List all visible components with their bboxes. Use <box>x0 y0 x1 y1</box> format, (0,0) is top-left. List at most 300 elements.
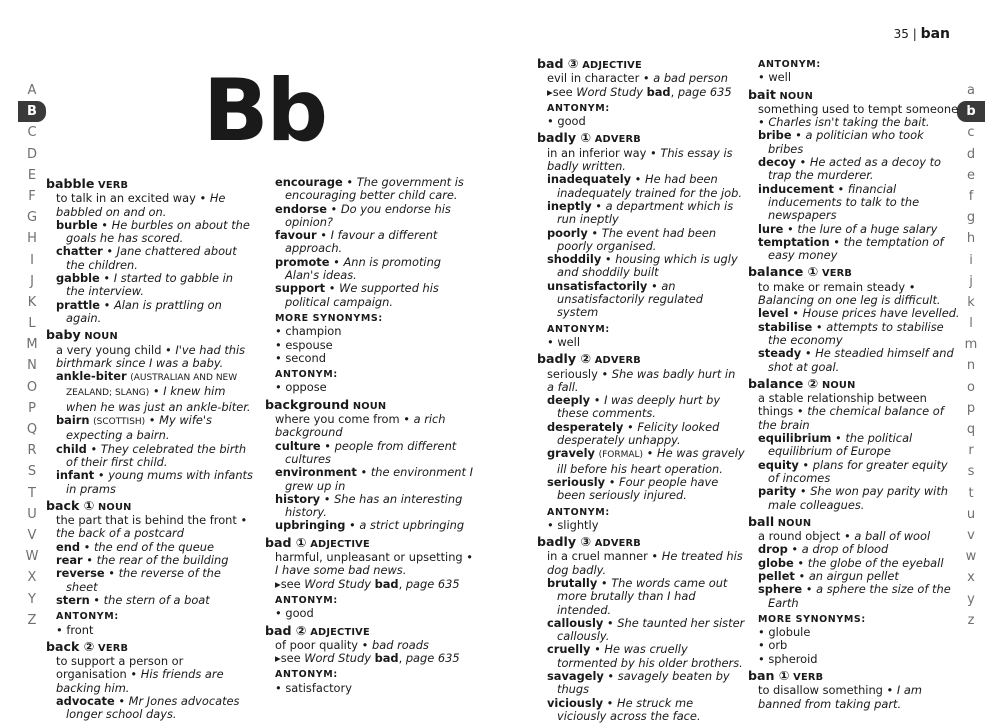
thumb-letter-v: v <box>967 527 975 543</box>
example: He had been inadequately trained for the job. <box>557 172 742 200</box>
synonym-word: inadequately <box>547 172 632 187</box>
synonym-word: desperately <box>547 419 624 434</box>
synonym: advocate • Mr Jones advocates longer school days. <box>56 693 240 722</box>
list-word: good <box>557 114 586 129</box>
example: She was badly hurt in a fall. <box>547 366 736 394</box>
word-study-label: Word Study <box>304 651 371 666</box>
dictionary-entry <box>46 498 254 637</box>
example: He was gravely ill before his heart operation. <box>557 446 745 476</box>
arrow-icon: ▸ <box>275 576 281 591</box>
synonym: equilibrium • the political equilibrium of Europe <box>758 431 913 459</box>
entry-header <box>265 535 473 551</box>
see-label: see <box>280 651 301 666</box>
list-word: second <box>285 350 326 365</box>
definition-text: the part that is behind the front <box>56 513 237 528</box>
list-item: • good <box>275 606 314 621</box>
word-study-label: Word Study <box>576 84 643 99</box>
synonym: support • We supported his political campaign. <box>275 281 439 309</box>
synonym-word: deeply <box>547 393 591 408</box>
synonym: bribe • a politician who took bribes <box>758 128 924 156</box>
example: I've had this birthmark since I was a baby. <box>56 342 246 370</box>
list-word: well <box>557 334 580 349</box>
example: a ball of wool <box>854 529 931 544</box>
thumb-letter-M: M <box>26 337 38 353</box>
part-of-speech: VERB <box>98 642 129 654</box>
definition: evil in character • a bad person <box>547 71 728 86</box>
synonym-word: gabble <box>56 271 100 286</box>
thumb-letter-w: w <box>965 549 977 565</box>
list-item: • front <box>56 622 94 637</box>
dictionary-entry <box>537 130 745 349</box>
synonym-word: child <box>56 441 87 456</box>
synonym: bairn (SCOTTISH) • My wife's expecting a bairn. <box>56 413 212 443</box>
part-of-speech: ADJECTIVE <box>310 626 370 638</box>
synonym: upbringing • a strict upbringing <box>275 518 465 533</box>
example: He acted as a decoy to trap the murderer. <box>768 155 942 183</box>
thumb-letter-t: t <box>968 485 974 501</box>
dictionary-entry <box>265 623 473 695</box>
arrow-icon: ▸ <box>547 84 553 99</box>
synonym: brutally • The words came out more brutally than I had intended. <box>547 575 728 617</box>
thumb-letter-n: n <box>966 358 976 374</box>
synonym-word: advocate <box>56 693 115 708</box>
entry-header <box>46 498 254 514</box>
example: a strict upbringing <box>359 518 465 533</box>
list-item: • espouse <box>275 337 333 352</box>
list-word: satisfactory <box>285 680 352 695</box>
thumb-letter-Z: Z <box>27 612 37 628</box>
synonym: culture • people from different cultures <box>275 438 457 466</box>
column-4 <box>748 55 960 713</box>
cross-reference: ▸see Word Study bad, page 635 <box>547 84 732 99</box>
entry-header <box>46 639 254 655</box>
thumb-letter-W: W <box>25 549 39 565</box>
dictionary-entry <box>748 58 960 85</box>
example: Ann is promoting Alan's ideas. <box>285 254 442 283</box>
synonym-word: inducement <box>758 181 834 196</box>
synonym: inducement • financial inducements to talk to the newspapers <box>758 181 920 223</box>
example: We supported his political campaign. <box>285 281 439 309</box>
thumb-letter-i: i <box>969 252 973 268</box>
synonym-word: poorly <box>547 225 588 240</box>
synonym: infant • young mums with infants in prams <box>56 468 253 496</box>
word-study-label: Word Study <box>304 576 371 591</box>
entry-header <box>537 534 745 550</box>
list-word: well <box>768 70 791 85</box>
thumb-letter-C: C <box>27 125 37 141</box>
synonym: lure • the lure of a huge salary <box>758 221 938 236</box>
synonym: level • House prices have levelled. <box>758 306 960 321</box>
synonym-word: decoy <box>758 155 796 170</box>
example: the environment I grew up in <box>285 465 473 493</box>
entry-header <box>748 264 960 280</box>
example: a department which is run ineptly <box>557 198 734 227</box>
entry-header <box>537 130 745 146</box>
synonym-word: environment <box>275 465 357 480</box>
synonym: savagely • savagely beaten by thugs <box>547 669 730 697</box>
example: I favour a different approach. <box>285 228 438 256</box>
synonym-word: upbringing <box>275 518 346 533</box>
example: the back of a postcard <box>56 526 184 541</box>
synonym: environment • the environment I grew up in <box>275 465 473 493</box>
synonym-word: equity <box>758 457 799 472</box>
list-word: oppose <box>285 380 327 395</box>
synonym: deeply • I was deeply hurt by these comments. <box>547 393 721 421</box>
thumb-letter-S: S <box>27 464 37 480</box>
column-2 <box>265 176 473 697</box>
synonym: cruelly • He was cruelly tormented by his older brothers. <box>547 642 743 670</box>
section-label: MORE SYNONYMS: <box>275 312 383 324</box>
definition-text: evil in character <box>547 71 640 86</box>
definition-text: to make or remain steady <box>758 279 906 294</box>
entry-header <box>265 623 473 639</box>
definition-text: a round object <box>758 529 841 544</box>
section-label: ANTONYM: <box>275 594 338 606</box>
part-of-speech: NOUN <box>821 379 856 391</box>
thumb-letter-d: d <box>966 146 976 162</box>
definition: harmful, unpleasant or upsetting • I have some bad news. <box>275 550 474 578</box>
example: He was cruelly tormented by his older brothers. <box>557 642 743 670</box>
synonym: poorly • The event had been poorly organised. <box>547 225 717 253</box>
synonym-word: promote <box>275 254 330 269</box>
example: Felicity looked desperately unhappy. <box>557 419 720 448</box>
dictionary-entry <box>748 376 960 512</box>
definition: in a cruel manner • He treated his dog badly. <box>547 549 743 577</box>
example: housing which is ugly and shoddily built <box>557 252 738 280</box>
example: a drop of blood <box>801 542 889 557</box>
synonym: reverse • the reverse of the sheet <box>56 566 221 594</box>
synonym-word: brutally <box>547 575 598 590</box>
synonym-word: globe <box>758 555 794 570</box>
example: the end of the queue <box>93 539 214 554</box>
running-head <box>894 26 950 42</box>
example: financial inducements to talk to the newspapers <box>768 181 920 223</box>
thumb-letter-c: c <box>967 125 975 141</box>
synonym: gabble • I started to gabble in the interview. <box>56 271 234 299</box>
synonym: drop • a drop of blood <box>758 542 889 557</box>
dictionary-entry <box>265 397 473 533</box>
synonym-word: encourage <box>275 175 343 189</box>
list-item: • orb <box>758 638 788 653</box>
example: My wife's expecting a bairn. <box>66 413 212 443</box>
cross-reference: ▸see Word Study bad, page 635 <box>275 576 460 591</box>
part-of-speech: ADVERB <box>594 538 641 550</box>
part-of-speech: VERB <box>793 672 824 684</box>
list-word: slightly <box>557 517 599 532</box>
thumb-letter-T: T <box>28 485 36 501</box>
synonym-word: reverse <box>56 566 105 581</box>
example: an airgun pellet <box>808 568 899 583</box>
example: the rear of the building <box>96 553 229 568</box>
thumb-letter-P: P <box>28 400 36 416</box>
example: Alan is prattling on again. <box>66 297 222 325</box>
example: I knew him when he was just an ankle-biter. <box>66 384 251 414</box>
synonym: viciously • He struck me viciously across the face. <box>547 695 701 723</box>
synonym: sphere • a sphere the size of the Earth <box>758 582 951 610</box>
thumb-letter-I: I <box>30 252 34 268</box>
part-of-speech: ADVERB <box>594 355 641 367</box>
definition-text: something used to tempt someone <box>758 101 959 116</box>
synonym: decoy • He acted as a decoy to trap the murderer. <box>758 155 942 183</box>
synonym-word: ankle-biter <box>56 369 127 384</box>
cross-reference: ▸see Word Study bad, page 635 <box>275 651 460 666</box>
synonym: pellet • an airgun pellet <box>758 568 899 583</box>
example: a rich background <box>275 412 446 440</box>
list-item: • well <box>547 334 580 349</box>
synonym-word: stern <box>56 592 90 607</box>
synonym: stabilise • attempts to stabilise the economy <box>758 319 944 347</box>
thumb-letter-Y: Y <box>28 591 36 607</box>
definition-text: in a cruel manner <box>547 549 648 564</box>
example: She has an interesting history. <box>285 491 463 520</box>
section-label: ANTONYM: <box>758 59 821 70</box>
synonym: promote • Ann is promoting Alan's ideas. <box>275 254 442 283</box>
definition: the part that is behind the front • the back of a postcard <box>56 513 248 541</box>
synonym: equity • plans for greater equity of incomes <box>758 457 948 485</box>
synonym: globe • the globe of the eyeball <box>758 555 944 570</box>
synonym-word: ineptly <box>547 198 592 213</box>
running-head-separator: | <box>912 27 917 41</box>
thumb-letter-j: j <box>969 273 973 289</box>
synonym-word: sphere <box>758 582 803 597</box>
arrow-icon: ▸ <box>275 651 281 666</box>
definition-text: to talk in an excited way <box>56 191 196 206</box>
entry-header <box>748 87 960 103</box>
thumb-letter-z: z <box>967 612 975 628</box>
section-label: ANTONYM: <box>56 611 119 623</box>
example: He treated his dog badly. <box>547 549 743 577</box>
headword: babble <box>46 176 95 191</box>
thumb-letter-p: p <box>966 400 976 416</box>
entry-header <box>748 668 960 684</box>
synonym-word: burble <box>56 217 98 232</box>
definition: seriously • She was badly hurt in a fall. <box>547 366 736 394</box>
synonym: encourage • The government is encouraging better child care. <box>275 175 464 203</box>
example: I was deeply hurt by these comments. <box>557 393 721 421</box>
example: He struck me viciously across the face. <box>557 695 701 723</box>
synonym-word: seriously <box>547 474 606 489</box>
headword: badly ③ <box>537 534 592 550</box>
synonym-word: bribe <box>758 128 792 143</box>
example: Jane chattered about the children. <box>66 244 237 272</box>
thumb-letter-g: g <box>966 210 976 226</box>
section-label: ANTONYM: <box>275 669 338 681</box>
example: His friends are backing him. <box>56 667 224 695</box>
thumb-letter-B: B <box>18 101 46 122</box>
synonym: prattle • Alan is prattling on again. <box>56 297 222 325</box>
synonym-word: savagely <box>547 669 604 684</box>
part-of-speech: VERB <box>98 180 129 191</box>
synonym-word: bairn <box>56 413 90 428</box>
list-word: globule <box>768 625 811 640</box>
synonym: chatter • Jane chattered about the children. <box>56 244 237 272</box>
thumb-letter-V: V <box>27 527 37 543</box>
thumb-letter-A: A <box>27 83 37 98</box>
thumb-letter-r: r <box>968 443 974 459</box>
example: the globe of the eyeball <box>807 555 944 570</box>
synonym: callously • She taunted her sister callously. <box>547 615 745 644</box>
thumb-letter-E: E <box>27 167 37 183</box>
cross-reference-word: bad <box>374 576 399 591</box>
list-item: • satisfactory <box>275 680 352 695</box>
synonym-word: shoddily <box>547 252 602 267</box>
thumb-letter-H: H <box>27 231 37 247</box>
example: She taunted her sister callously. <box>557 615 745 644</box>
dictionary-entry <box>265 535 473 621</box>
thumb-letter-U: U <box>27 506 37 522</box>
dictionary-entry <box>46 176 254 325</box>
dictionary-entry <box>537 534 745 723</box>
definition: something used to tempt someone • Charles isn't taking the bait. <box>758 101 959 130</box>
example: the political equilibrium of Europe <box>768 431 913 459</box>
entry-header <box>537 351 745 367</box>
synonym-word: viciously <box>547 695 604 710</box>
definition-text: harmful, unpleasant or upsetting <box>275 550 463 565</box>
thumb-letter-O: O <box>26 379 38 395</box>
list-item: • spheroid <box>758 651 818 666</box>
entry-header <box>748 376 960 392</box>
synonym: unsatisfactorily • an unsatisfactorily regulated system <box>547 278 703 320</box>
definition: where you come from • a rich background <box>275 412 446 440</box>
synonym: parity • She won pay parity with male colleagues. <box>758 484 949 512</box>
entry-header <box>748 514 960 530</box>
synonym-word: cruelly <box>547 642 591 657</box>
thumb-letter-a: a <box>967 83 975 98</box>
part-of-speech: NOUN <box>352 400 387 412</box>
example: I have some bad news. <box>275 563 407 578</box>
definition-text: where you come from <box>275 412 400 427</box>
synonym-word: unsatisfactorily <box>547 278 648 293</box>
part-of-speech: NOUN <box>98 501 132 513</box>
section-label: MORE SYNONYMS: <box>758 613 866 625</box>
dictionary-entry <box>748 514 960 666</box>
usage-label: (AUSTRALIAN AND NEW ZEALAND; SLANG) <box>66 373 238 399</box>
dictionary-entry <box>46 639 254 722</box>
thumb-letter-y: y <box>967 591 975 607</box>
headword: badly ② <box>537 351 592 367</box>
cross-reference-word: bad <box>646 84 671 99</box>
synonym: stern • the stern of a boat <box>56 592 210 607</box>
definition-text: to disallow something <box>758 683 883 698</box>
synonym-word: endorse <box>275 201 327 216</box>
example: The words came out more brutally than I had intended. <box>557 575 728 617</box>
dictionary-entry <box>748 668 960 711</box>
synonym: history • She has an interesting history. <box>275 491 463 520</box>
thumb-letter-e: e <box>967 167 975 183</box>
list-item: • oppose <box>275 380 327 395</box>
synonym-word: temptation <box>758 234 830 249</box>
example: Mr Jones advocates longer school days. <box>66 693 240 722</box>
see-label: see <box>280 576 301 591</box>
thumb-letter-l: l <box>969 316 973 332</box>
list-item: • globule <box>758 625 811 640</box>
example: He steadied himself and shot at goal. <box>768 346 954 374</box>
synonym-word: level <box>758 306 789 321</box>
thumb-letter-L: L <box>28 316 36 332</box>
synonym-word: steady <box>758 346 802 361</box>
thumb-letter-Q: Q <box>26 422 38 437</box>
example: Charles isn't taking the bait. <box>768 115 930 130</box>
example: the lure of a huge salary <box>797 221 938 236</box>
entry-header <box>265 397 473 413</box>
thumb-letter-b: b <box>957 101 985 122</box>
cross-reference-word: bad <box>374 651 399 666</box>
list-word: spheroid <box>768 651 818 666</box>
synonym: favour • I favour a different approach. <box>275 228 438 256</box>
headword: balance ① <box>748 264 819 280</box>
part-of-speech: ADJECTIVE <box>310 538 370 550</box>
synonym: child • They celebrated the birth of their first child. <box>56 441 247 469</box>
example: attempts to stabilise the economy <box>768 319 944 347</box>
section-label: ANTONYM: <box>547 323 610 335</box>
synonym-word: prattle <box>56 297 100 312</box>
definition: to talk in an excited way • He babbled on and on. <box>56 191 226 219</box>
list-item: • good <box>547 114 586 129</box>
synonym: rear • the rear of the building <box>56 553 229 568</box>
example: Four people have been seriously injured. <box>557 474 719 503</box>
thumb-letter-h: h <box>966 231 976 247</box>
synonym: shoddily • housing which is ugly and shoddily built <box>547 252 738 280</box>
example: people from different cultures <box>285 438 457 466</box>
headword: badly ① <box>537 130 592 146</box>
synonym-word: end <box>56 539 80 554</box>
part-of-speech: ADJECTIVE <box>582 60 642 71</box>
definition-text: a very young child <box>56 342 162 357</box>
headword: baby <box>46 327 81 343</box>
headword: ball <box>748 513 775 529</box>
list-item: • slightly <box>547 517 599 532</box>
part-of-speech: ADVERB <box>594 134 641 146</box>
example: I am banned from taking part. <box>758 683 922 711</box>
example: bad roads <box>372 637 429 652</box>
part-of-speech: NOUN <box>777 517 812 529</box>
see-label: see <box>552 84 573 99</box>
thumb-letter-o: o <box>967 379 975 395</box>
synonym-word: infant <box>56 468 95 483</box>
example: House prices have levelled. <box>802 306 960 321</box>
example: plans for greater equity of incomes <box>768 457 948 485</box>
cross-reference-page: page 635 <box>677 84 732 99</box>
synonym: burble • He burbles on about the goals he has scored. <box>56 217 250 246</box>
synonym-word: drop <box>758 542 788 557</box>
definition: in an inferior way • This essay is badly written. <box>547 145 733 174</box>
headword: bad ③ <box>537 56 579 71</box>
example: The government is encouraging better child care. <box>285 175 464 203</box>
dictionary-entry <box>748 87 960 263</box>
example: Do you endorse his opinion? <box>285 201 451 229</box>
thumb-letter-N: N <box>27 358 37 374</box>
cross-reference-page: page 635 <box>405 576 460 591</box>
synonym: seriously • Four people have been seriously injured. <box>547 474 719 503</box>
page-number: 35 <box>893 27 909 41</box>
thumb-letter-X: X <box>27 570 37 586</box>
headword: bad ② <box>265 622 307 638</box>
synonym: endorse • Do you endorse his opinion? <box>275 201 451 229</box>
synonym: steady • He steadied himself and shot at goal. <box>758 346 954 374</box>
synonym-word: culture <box>275 438 321 453</box>
definition-text: in an inferior way <box>547 145 647 160</box>
synonym: end • the end of the queue <box>56 539 214 554</box>
list-item: • well <box>758 70 791 85</box>
entry-header <box>46 327 254 343</box>
list-word: espouse <box>285 337 333 352</box>
example: I started to gabble in the interview. <box>66 271 234 299</box>
thumb-letter-k: k <box>967 294 975 310</box>
part-of-speech: VERB <box>821 268 853 280</box>
section-label: ANTONYM: <box>547 102 610 114</box>
example: This essay is badly written. <box>547 145 733 174</box>
synonym: ankle-biter (AUSTRALIAN AND NEW ZEALAND; SLANG) • I knew him when he was just an ankle-biter. <box>56 369 251 414</box>
